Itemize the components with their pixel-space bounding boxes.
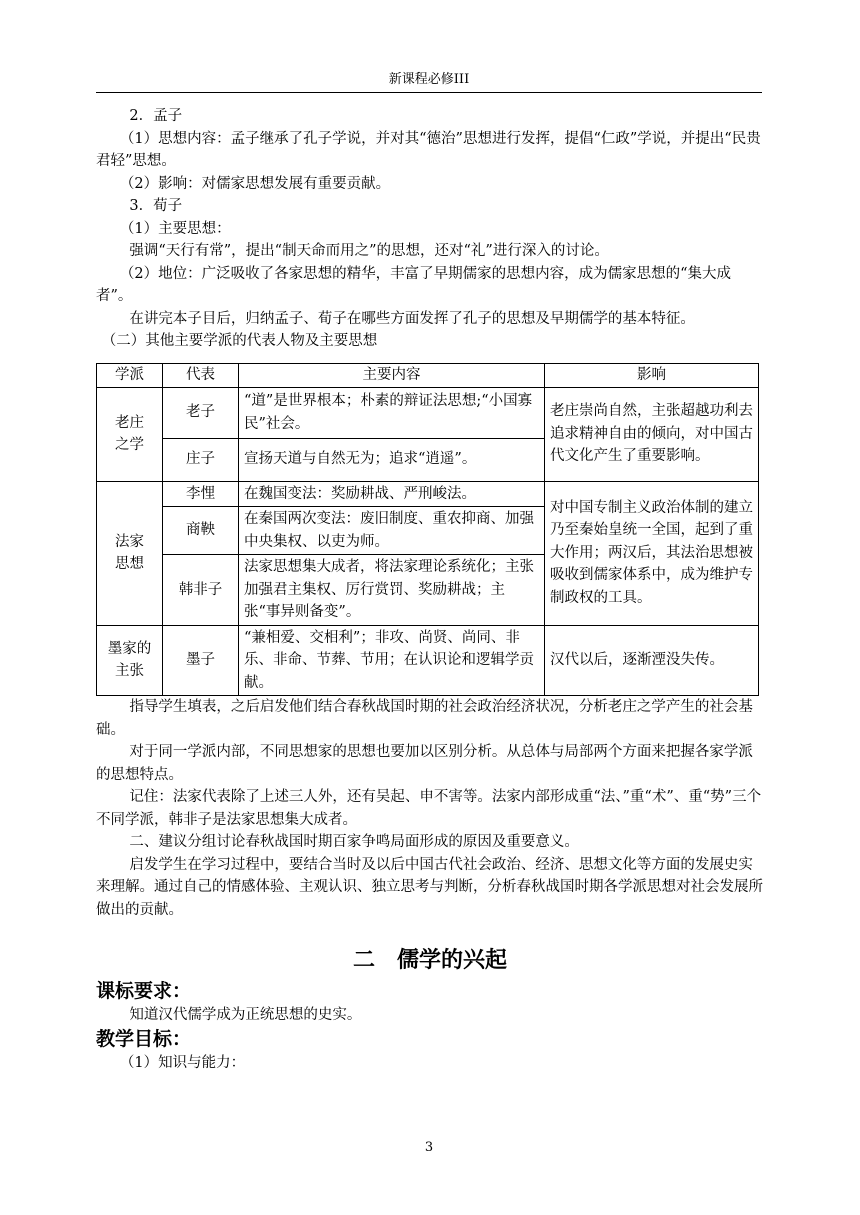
table-header-cell: 主要内容 [239, 363, 545, 387]
representative-cell: 老子 [163, 387, 239, 438]
impact-cell: 老庄崇尚自然，主张超越功利去追求精神自由的倾向，对中国古代文化产生了重要影响。 [545, 387, 759, 481]
representative-cell: 庄子 [163, 438, 239, 481]
representative-cell: 墨子 [163, 625, 239, 696]
heading-mencius: 2．孟子 [129, 108, 183, 124]
xunzi-status: （2）地位：广泛吸收了各家思想的精华，丰富了早期儒家的思想内容，成为儒家思想的“集大成者”。 [96, 265, 732, 304]
school-cell: 墨家的主张 [97, 625, 163, 696]
xunzi-main-label: （1）主要思想： [119, 220, 231, 237]
within-school-analysis: 对于同一学派内部，不同思想家的思想也要加以区别分析。从总体与局部两个方面来把握各家学派的思想特点。 [96, 744, 753, 783]
table-row [97, 387, 759, 438]
table-row [97, 481, 759, 507]
discussion-suggestion: 二、建议分组讨论春秋战国时期百家争鸣局面形成的原因及重要意义。 [129, 834, 579, 850]
table-header-cell: 影响 [545, 363, 759, 387]
table-row [97, 625, 759, 696]
impact-cell: 对中国专制主义政治体制的建立乃至秦始皇统一全国，起到了重大作用；两汉后，其法治思想被吸收到儒家体系中，成为维护专制政权的工具。 [545, 481, 759, 625]
objectives-heading: 教学目标： [96, 1027, 192, 1050]
subheading-other-schools: （二）其他主要学派的代表人物及主要思想 [101, 333, 378, 349]
learning-guidance: 启发学生在学习过程中，要结合当时及以后中国古代社会政治、经济、思想文化等方面的发展史实来理解。通过自己的情感体验、主观认识、独立思考与判断，分析春秋战国时期各学派思想对社会发展所做出的贡献。 [96, 856, 763, 918]
legalist-note: 记住：法家代表除了上述三人外，还有吴起、申不害等。法家内部形成重“法、”重“术”、重“势”三个不同学派，韩非子是法家思想集大成者。 [96, 789, 762, 828]
table-header-cell: 学派 [97, 363, 163, 387]
page-number: 3 [424, 1140, 434, 1155]
representative-cell: 李悝 [163, 481, 239, 507]
school-cell: 老庄之学 [97, 387, 163, 481]
content-cell: 法家思想集大成者，将法家理论系统化；主张加强君主集权、厉行赏罚、奖励耕战；主张“事异则备变”。 [239, 555, 545, 626]
representative-cell: 商鞅 [163, 507, 239, 555]
objectives-text: （1）知识与能力： [119, 1054, 246, 1071]
page-header: 新课程必修III [388, 72, 470, 87]
xunzi-main-thought: 强调“天行有常”，提出“制天命而用之”的思想，还对“礼”进行深入的讨论。 [129, 243, 609, 259]
school-cell: 法家思想 [97, 481, 163, 625]
content-cell: “兼相爱、交相利”；非攻、尚贤、尚同、非乐、非命、节葬、节用；在认识论和逻辑学贡献。 [239, 625, 545, 696]
after-table-guidance: 指导学生填表，之后启发他们结合春秋战国时期的社会政治经济状况，分析老庄之学产生的社会基础。 [96, 699, 753, 738]
summary-note: 在讲完本子目后，归纳孟子、荀子在哪些方面发挥了孔子的思想及早期儒学的基本特征。 [129, 310, 695, 327]
impact-cell: 汉代以后，逐渐湮没失传。 [545, 625, 759, 696]
schools-table [96, 363, 759, 697]
table-header-cell: 代表 [163, 363, 239, 387]
mencius-thought: （1）思想内容：孟子继承了孔子学说，并对其“德治”思想进行发挥，提倡“仁政”学说，并提出“民贵君轻”思想。 [96, 130, 761, 169]
section-title: 二 儒学的兴起 [352, 947, 507, 973]
representative-cell: 韩非子 [163, 555, 239, 626]
content-cell: 宣扬天道与自然无为；追求“逍遥”。 [239, 438, 545, 481]
content-cell: 在秦国两次变法：废旧制度、重农抑商、加强中央集权、以吏为师。 [239, 507, 545, 555]
page-content [96, 105, 764, 1074]
table-header-row [97, 363, 759, 387]
content-cell: 在魏国变法：奖励耕战、严刑峻法。 [239, 481, 545, 507]
header-rule [96, 92, 762, 93]
content-cell: “道”是世界根本；朴素的辩证法思想;“小国寡民”社会。 [239, 387, 545, 438]
heading-xunzi: 3．荀子 [129, 198, 183, 214]
curriculum-heading: 课标要求： [96, 980, 192, 1002]
curriculum-text: 知道汉代儒学成为正统思想的史实。 [129, 1007, 362, 1023]
mencius-influence: （2）影响：对儒家思想发展有重要贡献。 [119, 175, 391, 192]
